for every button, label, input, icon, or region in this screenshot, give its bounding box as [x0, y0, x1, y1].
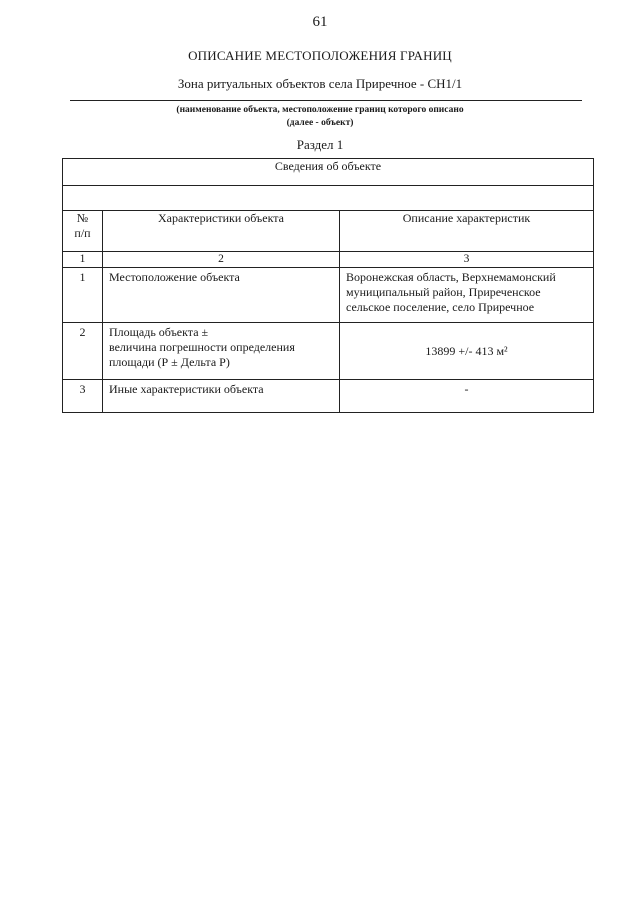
text-line: Иные характеристики объекта	[109, 382, 264, 396]
text-line: -	[464, 382, 469, 396]
object-subnote	[0, 104, 640, 130]
zone-name: Зона ритуальных объектов села Приречное - СН1/1	[177, 76, 463, 91]
table-empty-row	[63, 186, 594, 211]
text-line: Местоположение объекта	[109, 270, 240, 284]
row-number: 2	[63, 323, 103, 380]
col-number: 1	[63, 252, 103, 268]
table-row	[63, 380, 594, 413]
subnote-line-1: (наименование объекта, местоположение границ которого описано	[176, 105, 464, 115]
row-number: 1	[63, 268, 103, 323]
row-characteristic	[103, 380, 340, 413]
col-header-num-line-1: №	[76, 211, 89, 225]
text-line: 13899 +/- 413 м²	[425, 343, 508, 358]
object-info-table	[62, 158, 594, 413]
col-header-num	[63, 211, 103, 252]
title-underline	[70, 100, 582, 101]
row-characteristic	[103, 323, 340, 380]
text-line: Площадь объекта ±	[109, 325, 209, 339]
table-header: Сведения об объекте	[63, 159, 594, 186]
table-header-row	[63, 159, 594, 186]
row-description	[340, 323, 594, 380]
row-description	[340, 380, 594, 413]
empty-cell	[63, 186, 594, 211]
col-number: 2	[103, 252, 340, 268]
col-number: 3	[340, 252, 594, 268]
col-header-characteristics: Характеристики объекта	[103, 211, 340, 252]
table-row	[63, 323, 594, 380]
table-row	[63, 268, 594, 323]
text-line: сельское поселение, село Приречное	[346, 300, 535, 314]
col-header-num-line-2: п/п	[74, 226, 91, 240]
subnote-line-2: (далее - объект)	[286, 118, 354, 128]
section-title: Раздел 1	[296, 137, 344, 152]
row-number: 3	[63, 380, 103, 413]
column-header-row	[63, 211, 594, 252]
text-line: муниципальный район, Приреченское	[346, 285, 541, 299]
row-characteristic	[103, 268, 340, 323]
text-line: площади (Р ± Дельта Р)	[109, 355, 230, 369]
column-number-row	[63, 252, 594, 268]
col-header-description: Описание характеристик	[340, 211, 594, 252]
text-line: величина погрешности определения	[109, 340, 295, 354]
text-line: Воронежская область, Верхнемамонский	[346, 270, 556, 284]
document-title: ОПИСАНИЕ МЕСТОПОЛОЖЕНИЯ ГРАНИЦ	[188, 48, 452, 63]
row-description	[340, 268, 594, 323]
page-number: 61	[312, 14, 328, 30]
